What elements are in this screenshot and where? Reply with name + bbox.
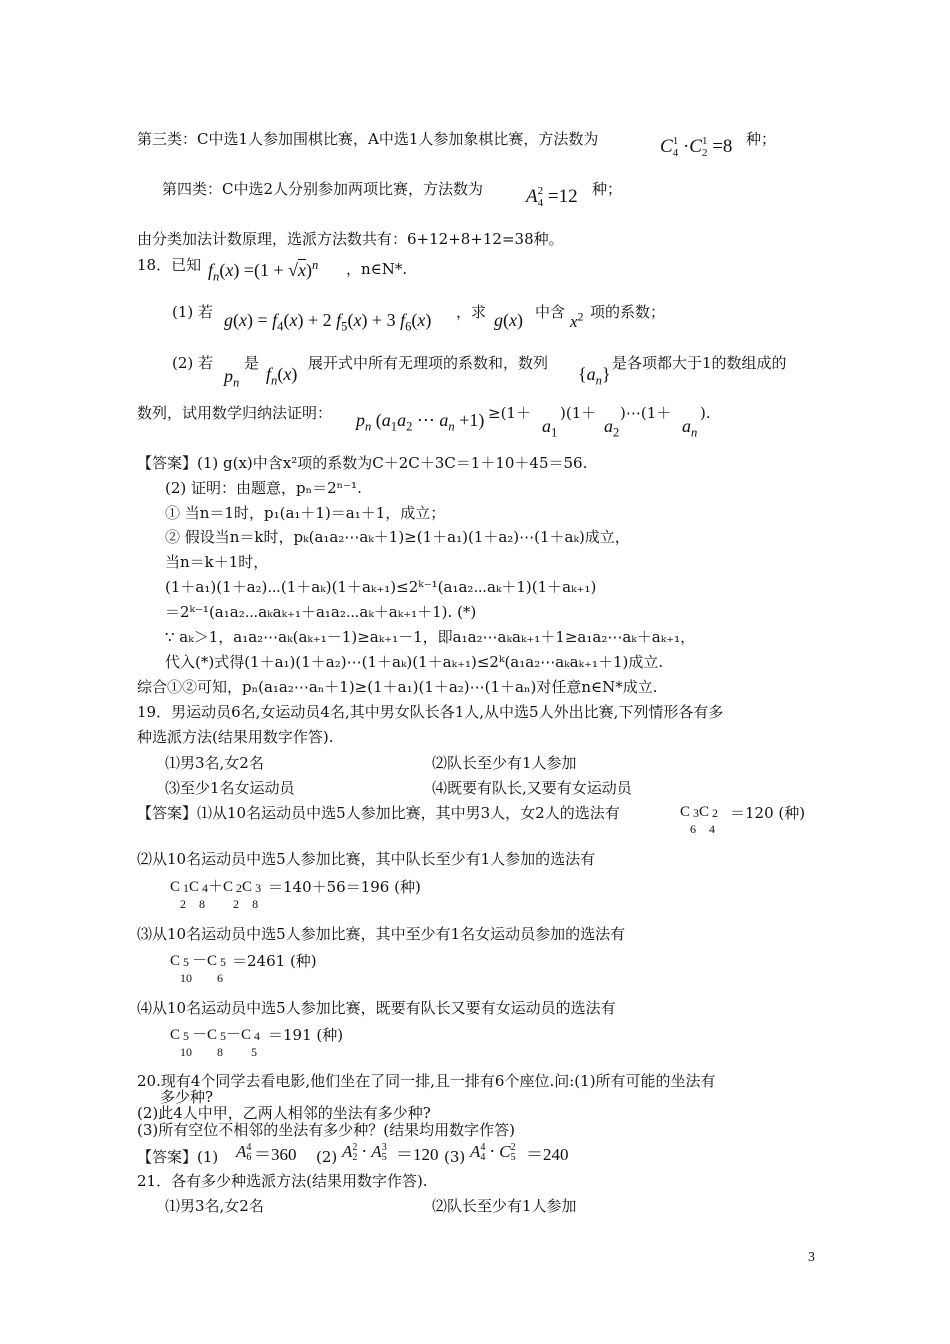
text-line: ，n∈N*. [346,260,408,278]
text-line: 种； [592,180,623,198]
text-line: 种； [746,130,777,148]
text-line: 是 [244,354,260,372]
question-19-option: ⑷既要有队长,又要有女运动员 [432,779,632,797]
text-line: ＝140＋56＝196 (种) [268,878,421,896]
formula-g: $g(x) = f_4(x) + 2$ $f_5(x) + 3$ $f_6(x)$ [224,310,432,334]
answer-19-line-3: ⑶从10名运动员中选5人参加比赛，其中至少有1名女运动员参加的选法有 [137,925,626,943]
text-line: ＝2461 (种) [232,952,317,970]
formula-a6-4: A4 6 [236,1141,252,1164]
text-line: 是各项都大于1的数组成的 [612,354,787,372]
text-line: (2) 若 [172,354,214,372]
formula-19-3: C 5 10－C 5 6 [170,953,227,986]
question-18: 18．已知 [137,256,202,274]
answer-20-label: 【答案】(1) [137,1148,219,1166]
formula-fnx: $f_n(x)$ [266,364,298,388]
answer-18-line-1: 【答案】(1) g(x)中含x²项的系数为C＋2C＋3C＝1＋10＋45＝56. [137,454,588,472]
question-19-option: ⑶至少1名女运动员 [165,779,295,797]
question-19-line-2: 种选派方法(结果用数字作答). [137,728,334,746]
question-20-line-4: (3)所有空位不相邻的坐法有多少种？(结果均用数字作答) [137,1121,515,1139]
formula-x2: $x^2$ [570,309,584,331]
formula-an2: $a_n$ [682,416,698,440]
text-line: (3) [444,1148,466,1166]
text-line: 数列，试用数学归纳法证明： [137,404,333,422]
text-line: 项的系数； [590,303,666,321]
answer-18-line-4: ② 假设当n＝k时，pₖ(a₁a₂⋯aₖ＋1)≥(1＋a₁)(1＋a₂)⋯(1＋aₖ)成立， [165,528,630,546]
text-line: 第四类：C中选2人分别参加两项比赛，方法数为 [162,180,484,198]
formula-gx: g(x) [494,310,523,330]
text-line: ≥(1＋ [488,404,531,422]
answer-19-line-1: 【答案】⑴从10名运动员中选5人参加比赛，其中男3人，女2人的选法有 [137,804,620,822]
answer-18-line-2: (2) 证明：由题意，pₙ＝2ⁿ⁻¹. [165,479,362,497]
question-20-line-1: 20.现有4个同学去看电影,他们坐在了同一排,且一排有6个座位.问:(1)所有可能的坐法有 [137,1072,716,1090]
answer-18-line-7: ＝2ᵏ⁻¹(a₁a₂⋯aₖaₖ₊₁＋a₁a₂⋯aₖ＋aₖ₊₁＋1). (*) [165,603,477,621]
text-line: ). [700,404,711,422]
question-20-line-2: 多少种? [160,1088,214,1106]
formula-c4-c2: C1 4 ·C1 2 =8 [660,135,733,159]
text-line: ＝120 (种) [730,804,806,822]
formula-pn: $p_n$ [224,366,240,390]
text-line: )(1＋ [560,404,597,422]
question-19-line-1: 19．男运动员6名,女运动员4名,其中男女队长各1人,从中选5人外出比赛,下列情形各有多 [137,703,724,721]
formula-an: $\{a_n\}$ [578,364,611,388]
answer-18-line-10: 综合①②可知，pₙ(a₁a₂⋯aₙ＋1)≥(1＋a₁)(1＋a₂)⋯(1＋aₙ)对任意n∈N*成立. [137,678,658,696]
text-line: ，求 [456,303,487,321]
page-number: 3 [808,1250,815,1265]
formula-a2: $a_2$ [604,416,620,440]
answer-19-line-4: ⑷从10名运动员中选5人参加比赛，既要有队长又要有女运动员的选法有 [137,999,616,1017]
text-line: (1) 若 [172,303,214,321]
text-line: ＝120 [396,1145,439,1164]
question-19-option: ⑴男3名,女2名 [165,754,264,772]
question-19-option: ⑵队长至少有1人参加 [432,754,577,772]
formula-pn-product: $p_n$ ($a_1a_2$ ⋯ $a_n +1$) [356,410,485,434]
formula-19-4: C 5 10－C 5 8－C 4 5 [170,1027,261,1060]
formula-a4-2: A2 4 =12 [526,185,578,209]
formula-19-2: C 1 2C 4 8＋C 2 2C 3 8 [170,879,262,912]
text-line: ＝240 [526,1145,569,1164]
text-line: 中含 [535,303,566,321]
text-line: )⋯(1＋ [620,404,672,422]
answer-18-line-3: ① 当n＝1时，p₁(a₁＋1)＝a₁＋1，成立； [165,504,446,522]
answer-18-line-6: (1＋a₁)(1＋a₂)⋯(1＋aₖ)(1＋aₖ₊₁)≤2ᵏ⁻¹(a₁a₂⋯aₖ＋1)(1＋aₖ₊₁) [165,578,597,596]
formula-a4-c5: A4 4 ⋅ C2 5 [470,1141,516,1164]
question-21-option: ⑴男3名,女2名 [165,1197,264,1215]
formula-a2-a5: A2 2 ⋅ A3 5 [342,1141,387,1164]
formula-a1: $a_1$ [542,416,558,440]
text-line: 由分类加法计数原理，选派方法数共有：6+12+8+12=38种。 [137,230,564,248]
text-line: (2) [316,1148,338,1166]
answer-18-line-8: ∵ aₖ＞1，a₁a₂⋯aₖ(aₖ₊₁－1)≥aₖ₊₁－1，即a₁a₂⋯aₖaₖ₊₁＋1≥a₁a₂⋯aₖ＋aₖ₊₁， [165,628,696,646]
text-line: ＝360 [254,1145,297,1164]
text-line: 第三类：C中选1人参加围棋比赛，A中选1人参加象棋比赛，方法数为 [137,130,599,148]
question-21-line-1: 21．各有多少种选派方法(结果用数字作答). [137,1172,428,1190]
answer-18-line-5: 当n＝k＋1时， [165,553,269,571]
question-21-option: ⑵队长至少有1人参加 [432,1197,577,1215]
text-line: 展开式中所有无理项的系数和，数列 [308,354,549,372]
answer-18-line-9: 代入(*)式得(1＋a₁)(1＋a₂)⋯(1＋aₖ)(1＋aₖ₊₁)≤2ᵏ(a₁a₂⋯aₖaₖ₊₁＋1)成立. [165,653,664,671]
formula-fn: $f_n(x) =(1 + √x)^n$ [208,258,319,284]
text-line: ＝191 (种) [268,1026,344,1044]
answer-19-line-2: ⑵从10名运动员中选5人参加比赛，其中队长至少有1人参加的选法有 [137,850,596,868]
formula-c6-c4: C 3 6C 2 4 [680,804,719,837]
question-20-line-3: (2)此4人中甲，乙两人相邻的坐法有多少种? [137,1104,431,1122]
